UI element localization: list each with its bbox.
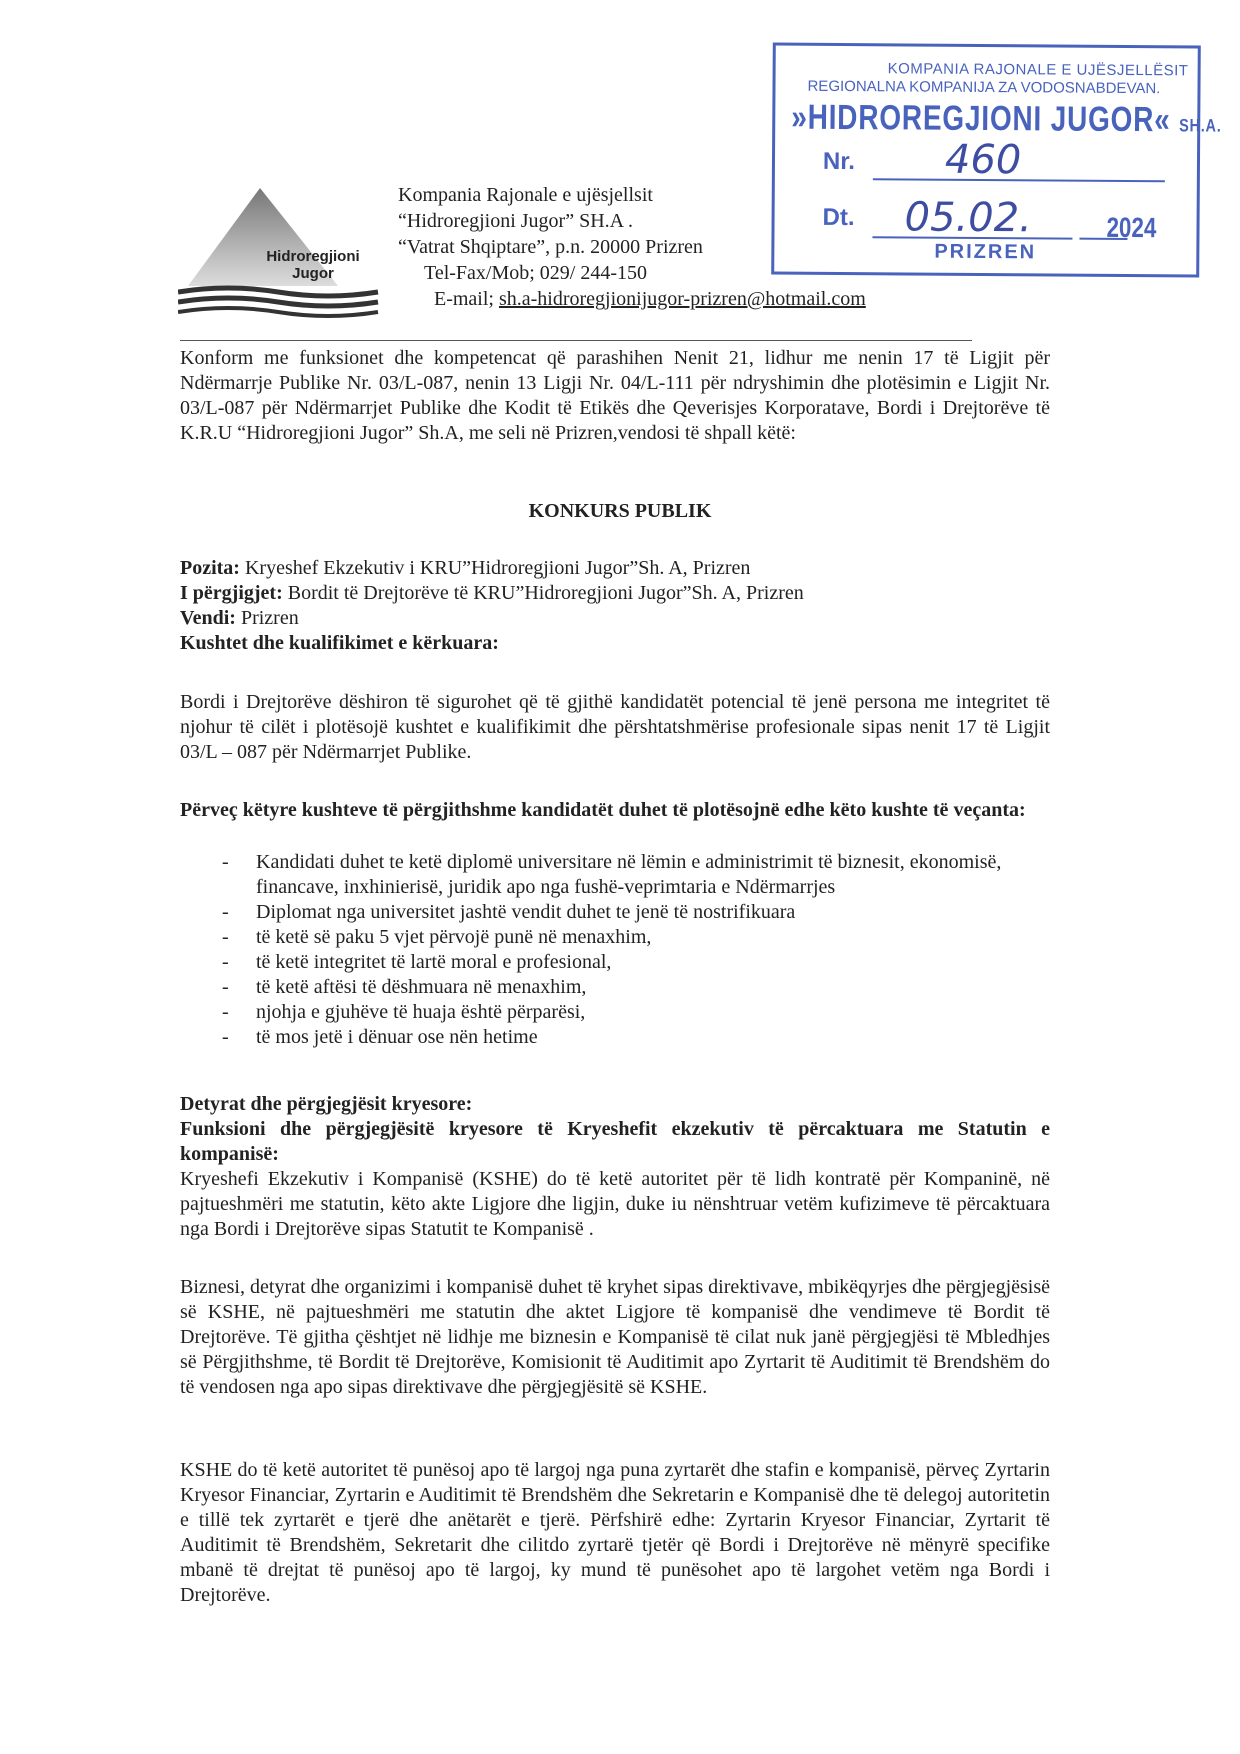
responsible-row (180, 581, 1050, 606)
logo-text (238, 248, 388, 282)
company-brand: “Hidroregjioni Jugor” SH.A . (398, 210, 633, 232)
location-label: Vendi: (180, 607, 236, 629)
document-title: KONKURS PUBLIK (528, 500, 712, 522)
responsible-label: I përgjigjet: (180, 582, 283, 604)
position-value: Kryeshef Ekzekutiv i KRU”Hidroregjioni Jugor”Sh. A, Prizren (244, 557, 751, 579)
position-info (180, 556, 1050, 656)
stamp-company: »HIDROREGJIONI JUGOR« (791, 97, 1171, 140)
email-label: E-mail; (434, 288, 494, 310)
position-label: Pozita: (180, 557, 240, 579)
list-item: - të ketë aftësi të dëshmuara në menaxhim, (180, 975, 1050, 1000)
list-item: - njohja e gjuhëve të huaja është përparësi, (180, 1000, 1050, 1025)
stamp-line-1: KOMPANIA RAJONALE E UJËSJELLËSIT (887, 60, 1189, 80)
stamp-nr-value: 460 (944, 136, 1022, 184)
list-item: - Kandidati duhet te ketë diplomë universitare në lëmin e administrimit të biznesit, ekonomisë, financave, inxhinierisë, juridik apo nga fushë-veprimtaria e Ndërmarrjes (180, 850, 1050, 900)
logo-line-2: Jugor (292, 265, 334, 282)
conditions-heading: Kushtet dhe kualifikimet e kërkuara: (180, 632, 499, 654)
list-item: - të ketë integritet të lartë moral e profesional, (180, 950, 1050, 975)
company-email-row (398, 286, 866, 312)
stamp-nr-label: Nr. (822, 147, 856, 176)
position-row (180, 556, 1050, 581)
header-divider (180, 340, 972, 341)
registry-stamp (771, 43, 1222, 278)
list-item: - të mos jetë i dënuar ose nën hetime (180, 1025, 1050, 1050)
email-link[interactable]: sh.a-hidroregjionijugor-prizren@hotmail.com (498, 288, 866, 310)
location-value: Prizren (240, 607, 299, 629)
function-heading: Funksioni dhe përgjegjësitë kryesore të Kryeshefit ekzekutiv të përcaktuara me Statutin e kompanisë: (180, 1118, 1050, 1165)
company-logo (178, 186, 383, 326)
intro-paragraph: Konform me funksionet dhe kompetencat që parashihen Nenit 21, lidhur me nenin 17 të Ligjit për Ndërmarrje Publike Nr. 03/L-087, nenin 13 Ligji Nr. 04/L-111 për ndryshimin dhe plotësimin e Ligjit Nr. 03/L-087 për Ndërmarrjet Publike dhe Kodit të Etikës dhe Qeverisjes Korporatave, Bordi i Drejtorëve të K.R.U “Hidroregjioni Jugor” Sh.A, me seli në Prizren,vendosi të shpall këtë: (180, 347, 1050, 444)
paragraph-organization: Biznesi, detyrat dhe organizimi i kompanisë duhet të kryhet sipas direktivave, mbikëqyrjes dhe përgjegjësisë së KSHE, në pajtueshmëri me statutin dhe aktet Ligjore të kompanisë dhe vendimeve të Bordit të Drejtorëve. Të gjitha çështjet në lidhje me biznesin e Kompanisë të cilat nuk janë përgjegjësi të Mbledhjes së Përgjithshme, të Bordit të Drejtorëve, Komisionit të Auditimit apo Zyrtarit të Auditimit të Brendshëm do të vendosen nga apo sipas direktivave dhe përgjegjësitë së KSHE. (180, 1276, 1050, 1398)
paragraph-staffing: KSHE do të ketë autoritet të punësoj apo të largoj nga puna zyrtarët dhe stafin e kompanisë, përveç Zyrtarin Kryesor Financiar, Zyrtarin e Auditimit të Brendshëm dhe Sekretarin e Kompanisë dhe të delegoj autoritetin e tillë tek zyrtarët e tjerë dhe anëtarët e tjerë. Përfshirë edhe: Zyrtarin Kryesor Financiar, Zyrtarit të Auditimit të Brendshëm, Sekretarit dhe cilitdo zyrtarë tjetër që Bordi i Drejtorëve në mënyrë specifike mbanë të drejtat të punësoj apo të largoj, ky mund të punësohet apo të largohet vetëm nga Bordi i Drejtorëve. (180, 1459, 1050, 1606)
stamp-line-3 (791, 98, 1222, 141)
stamp-line-2: REGIONALNA KOMPANIJA ZA VODOSNABDEVAN. (807, 77, 1161, 98)
company-tel: Tel-Fax/Mob; 029/ 244-150 (424, 262, 648, 284)
company-name: Kompania Rajonale e ujësjellsit (398, 184, 653, 206)
stamp-company-suffix: SH.A. (1179, 115, 1222, 136)
duties-heading: Detyrat dhe përgjegjësit kryesore: (180, 1093, 473, 1115)
stamp-date-value: 05.02. (904, 194, 1032, 242)
conditions-paragraph: Bordi i Drejtorëve dëshiron të sigurohet që të gjithë kandidatët potencial të jenë persona me integritet të njohur të cilët i plotësojë kushtet e kualifikimit dhe përshtatshmërise profesionale sipas nenit 17 të Ligjit 03/L – 087 për Ndërmarrjet Publike. (180, 691, 1050, 763)
stamp-date-label: Dt. (822, 203, 855, 232)
logo-line-1: Hidroregjioni (266, 248, 360, 265)
stamp-city: PRIZREN (934, 240, 1037, 264)
paragraph-authority: Kryeshefi Ekzekutiv i Kompanisë (KSHE) do të ketë autoritet për të lidh kontratë për Kompaninë, në pajtueshmëri me statutin, këto akte Ligjore dhe ligjin, duke iu nënshtruar vetëm kufizimeve të përcaktuara nga Bordi i Drejtorëve sipas Statutit te Kompanisë . (180, 1168, 1050, 1240)
list-item: - të ketë së paku 5 vjet përvojë punë në menaxhim, (180, 925, 1050, 950)
responsible-value: Bordit të Drejtorëve të KRU”Hidroregjioni Jugor”Sh. A, Prizren (287, 582, 804, 604)
location-row (180, 606, 1050, 631)
special-conditions-heading: Përveç këtyre kushteve të përgjithshme kandidatët duhet të plotësojnë edhe këto kushte të veçanta: (180, 799, 1026, 821)
list-item: - Diplomat nga universitet jashtë vendit duhet te jenë të nostrifikuara (180, 900, 1050, 925)
special-conditions-list (180, 850, 1050, 1050)
stamp-year: 2024 (1106, 211, 1157, 244)
company-address: “Vatrat Shqiptare”, p.n. 20000 Prizren (398, 236, 703, 258)
